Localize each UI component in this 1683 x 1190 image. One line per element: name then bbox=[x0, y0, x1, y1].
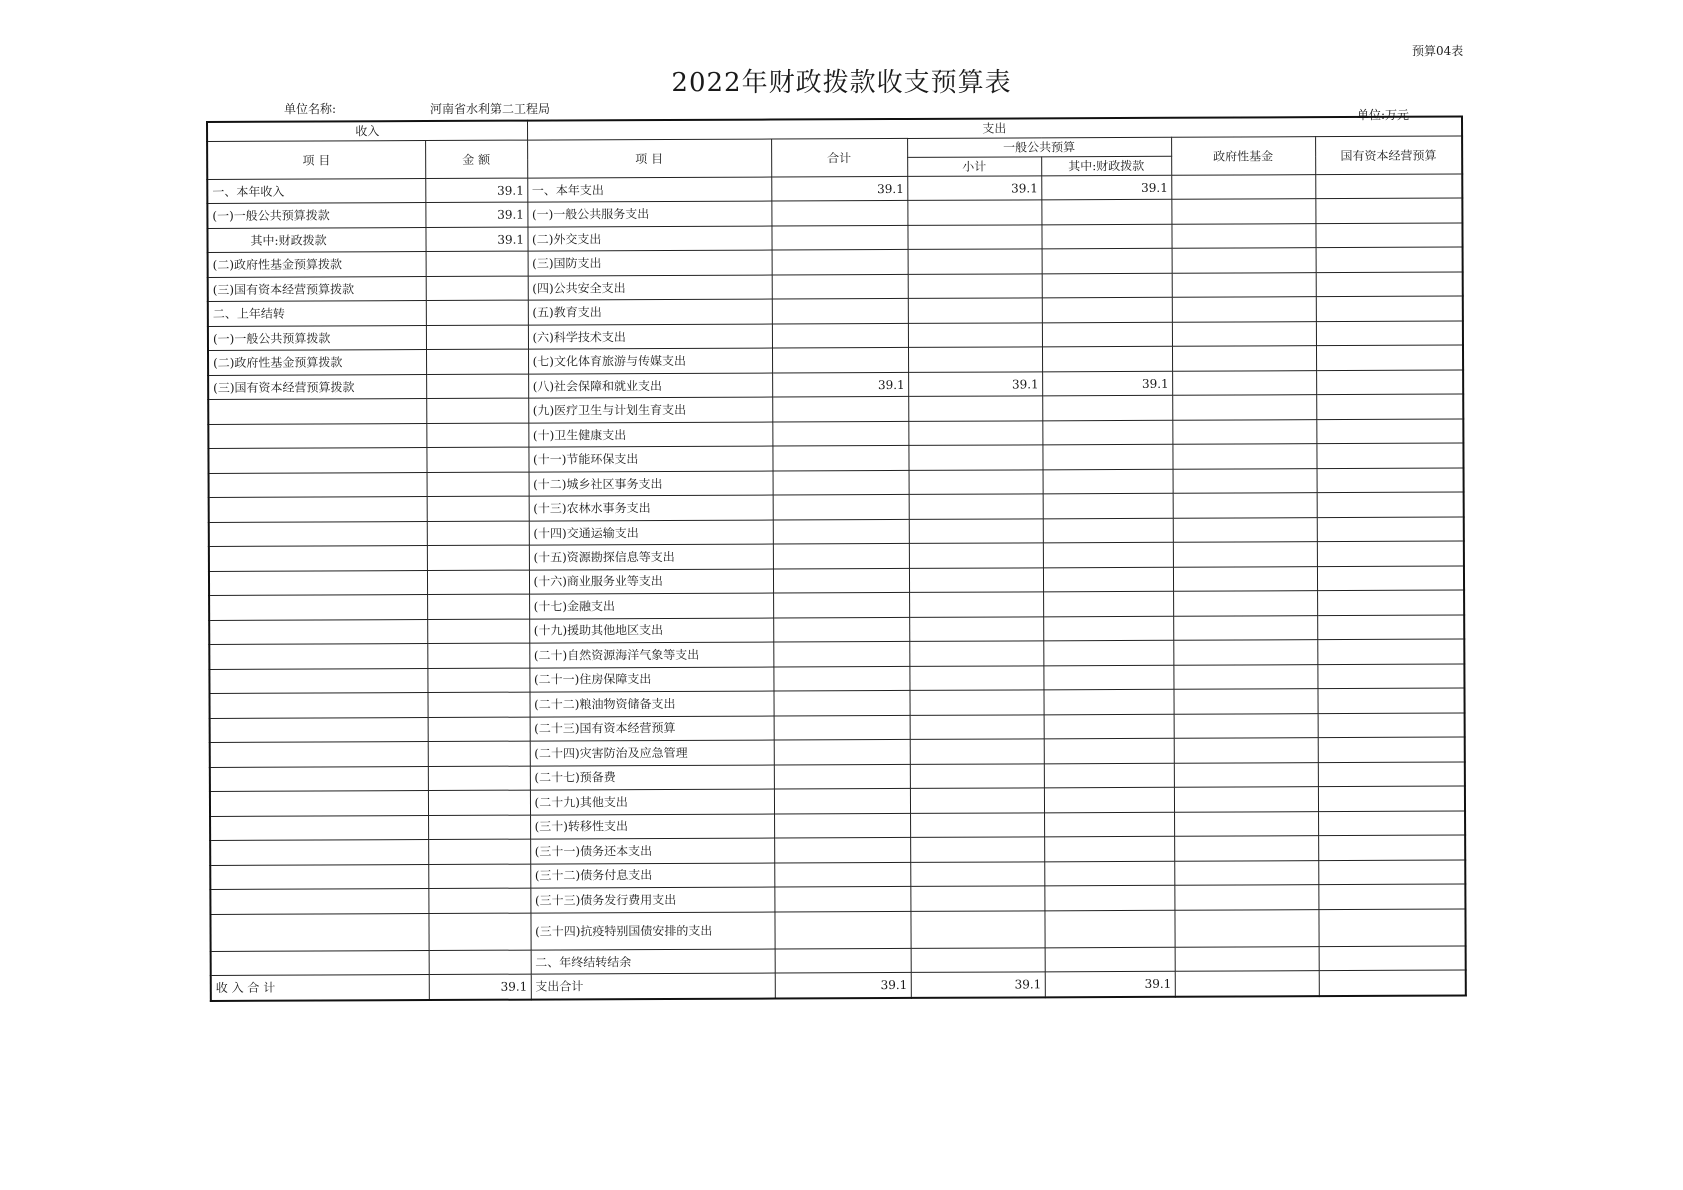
table-row bbox=[211, 970, 1466, 1001]
fiscal-cell bbox=[1044, 787, 1174, 812]
gov-fund-cell bbox=[1172, 444, 1316, 469]
unit-name-label: 单位名称: bbox=[284, 102, 337, 116]
total-cell bbox=[772, 299, 908, 324]
income-amount-cell bbox=[427, 619, 529, 644]
state-capital-cell bbox=[1315, 174, 1462, 199]
state-capital-cell bbox=[1316, 296, 1463, 321]
state-capital-cell bbox=[1318, 786, 1465, 811]
state-capital-cell bbox=[1317, 517, 1464, 542]
subtotal-cell bbox=[908, 421, 1042, 446]
income-amount-cell bbox=[427, 570, 529, 595]
expense-item-cell: (三十二)债务付息支出 bbox=[530, 863, 774, 889]
income-amount-header: 金 额 bbox=[425, 140, 527, 178]
subtotal-cell: 39.1 bbox=[907, 176, 1041, 201]
total-cell bbox=[773, 544, 909, 569]
gov-fund-cell bbox=[1172, 346, 1316, 371]
table-body bbox=[207, 174, 1466, 1001]
income-amount-cell bbox=[426, 423, 528, 448]
total-cell: 39.1 bbox=[772, 372, 908, 397]
fiscal-cell bbox=[1042, 396, 1172, 421]
income-item-cell bbox=[210, 840, 428, 865]
state-capital-cell bbox=[1318, 909, 1465, 947]
fiscal-cell bbox=[1044, 714, 1174, 739]
gov-fund-cell bbox=[1172, 322, 1316, 347]
fiscal-cell bbox=[1043, 518, 1173, 543]
income-amount-cell bbox=[428, 717, 530, 742]
income-item-cell bbox=[209, 619, 427, 644]
fiscal-cell bbox=[1044, 836, 1174, 861]
income-item-cell bbox=[210, 864, 428, 889]
fiscal-cell bbox=[1042, 298, 1172, 323]
state-capital-cell bbox=[1316, 321, 1463, 346]
gov-fund-cell bbox=[1173, 664, 1317, 689]
total-cell bbox=[773, 642, 909, 667]
income-item-cell bbox=[210, 742, 428, 767]
gov-fund-cell bbox=[1174, 811, 1318, 836]
subtotal-cell bbox=[909, 617, 1043, 642]
unit-name-value: 河南省水利第二工程局 bbox=[430, 102, 551, 116]
total-cell bbox=[773, 568, 909, 593]
income-amount-cell bbox=[427, 643, 529, 668]
income-header: 收入 bbox=[207, 121, 527, 142]
gov-fund-cell bbox=[1173, 640, 1317, 665]
income-item-cell bbox=[210, 766, 428, 791]
subtotal-cell bbox=[910, 690, 1044, 715]
total-cell bbox=[772, 421, 908, 446]
expense-item-cell: (八)社会保障和就业支出 bbox=[528, 373, 772, 399]
fiscal-header: 其中:财政拨款 bbox=[1041, 156, 1171, 176]
subtotal-cell bbox=[910, 739, 1044, 764]
fiscal-cell bbox=[1045, 947, 1175, 972]
fiscal-cell bbox=[1042, 273, 1172, 298]
expense-item-cell: 支出合计 bbox=[531, 973, 775, 999]
income-amount-cell bbox=[426, 276, 528, 301]
subtotal-cell bbox=[908, 298, 1042, 323]
total-cell bbox=[774, 715, 910, 740]
fiscal-cell bbox=[1043, 665, 1173, 690]
expense-item-cell: (二十三)国有资本经营预算 bbox=[530, 716, 774, 742]
subtotal-cell bbox=[909, 543, 1043, 568]
state-capital-cell bbox=[1318, 860, 1465, 885]
income-item-cell: (三)国有资本经营预算拨款 bbox=[208, 374, 426, 399]
state-capital-cell bbox=[1319, 970, 1466, 996]
subtotal-cell bbox=[910, 788, 1044, 813]
total-cell bbox=[774, 789, 910, 814]
fiscal-cell bbox=[1044, 738, 1174, 763]
total-cell bbox=[773, 617, 909, 642]
gov-fund-cell bbox=[1173, 615, 1317, 640]
income-item-cell: 二、上年结转 bbox=[208, 301, 426, 326]
gov-fund-cell bbox=[1171, 224, 1315, 249]
expense-item-cell: (六)科学技术支出 bbox=[528, 324, 772, 350]
expense-item-cell: (十二)城乡社区事务支出 bbox=[529, 471, 773, 497]
income-amount-cell: 39.1 bbox=[425, 178, 527, 203]
income-amount-cell bbox=[426, 252, 528, 277]
total-cell bbox=[774, 813, 910, 838]
income-item-cell bbox=[210, 913, 428, 951]
fiscal-cell bbox=[1043, 469, 1173, 494]
total-cell bbox=[773, 593, 909, 618]
gov-fund-cell bbox=[1171, 199, 1315, 224]
subtotal-cell bbox=[910, 886, 1044, 911]
header-row-2 bbox=[207, 136, 1462, 160]
subtotal-cell bbox=[909, 641, 1043, 666]
gov-fund-cell bbox=[1175, 946, 1319, 971]
income-amount-cell bbox=[427, 472, 529, 497]
income-item-cell bbox=[210, 717, 428, 742]
income-item-cell bbox=[211, 950, 429, 975]
gov-fund-cell bbox=[1174, 713, 1318, 738]
gov-fund-cell bbox=[1173, 517, 1317, 542]
subtotal-cell bbox=[908, 323, 1042, 348]
income-amount-cell: 39.1 bbox=[425, 203, 527, 228]
total-cell bbox=[774, 886, 910, 911]
expense-item-cell: (十一)节能环保支出 bbox=[528, 446, 772, 472]
subtotal-cell bbox=[910, 812, 1044, 837]
gov-fund-cell bbox=[1172, 371, 1316, 396]
gov-fund-cell bbox=[1174, 885, 1318, 910]
income-amount-cell bbox=[427, 668, 529, 693]
state-capital-cell bbox=[1316, 443, 1463, 468]
gov-fund-cell bbox=[1174, 860, 1318, 885]
subtotal-cell bbox=[910, 837, 1044, 862]
fiscal-cell bbox=[1044, 689, 1174, 714]
expense-item-cell: (四)公共安全支出 bbox=[528, 275, 772, 301]
income-amount-cell bbox=[426, 447, 528, 472]
total-cell bbox=[772, 446, 908, 471]
expense-item-cell: (十六)商业服务业等支出 bbox=[529, 569, 773, 595]
income-amount-cell bbox=[426, 398, 528, 423]
income-item-cell: 其中:财政拨款 bbox=[207, 228, 425, 253]
subtotal-cell bbox=[909, 494, 1043, 519]
form-code: 预算04表 bbox=[1412, 44, 1464, 58]
state-capital-cell bbox=[1318, 688, 1465, 713]
gov-fund-cell bbox=[1172, 420, 1316, 445]
total-cell bbox=[775, 948, 911, 973]
expense-item-cell: 二、年终结转结余 bbox=[531, 949, 775, 975]
income-item-cell bbox=[209, 472, 427, 497]
income-amount-cell bbox=[426, 374, 528, 399]
fiscal-cell bbox=[1044, 861, 1174, 886]
income-item-cell: (二)政府性基金预算拨款 bbox=[208, 350, 426, 375]
subtotal-cell: 39.1 bbox=[911, 972, 1045, 998]
subtotal-header: 小计 bbox=[907, 157, 1041, 177]
fiscal-cell bbox=[1042, 322, 1172, 347]
state-capital-cell bbox=[1316, 345, 1463, 370]
expense-item-cell: (二十一)住房保障支出 bbox=[529, 667, 773, 693]
subtotal-cell bbox=[910, 715, 1044, 740]
gov-fund-header: 政府性基金 bbox=[1171, 137, 1315, 176]
total-cell bbox=[772, 397, 908, 422]
total-cell bbox=[771, 225, 907, 250]
gov-fund-cell bbox=[1172, 273, 1316, 298]
fiscal-cell bbox=[1043, 494, 1173, 519]
income-amount-cell bbox=[427, 594, 529, 619]
income-item-cell bbox=[209, 546, 427, 571]
fiscal-cell bbox=[1041, 200, 1171, 225]
income-item-cell bbox=[210, 815, 428, 840]
state-capital-cell bbox=[1318, 762, 1465, 787]
income-item-cell bbox=[209, 668, 427, 693]
gov-fund-cell bbox=[1175, 971, 1319, 997]
income-item-cell: 一、本年收入 bbox=[207, 179, 425, 204]
gov-fund-cell bbox=[1173, 493, 1317, 518]
state-capital-header: 国有资本经营预算 bbox=[1315, 136, 1462, 175]
gov-fund-cell bbox=[1174, 689, 1318, 714]
subtotal-cell bbox=[910, 763, 1044, 788]
income-item-cell bbox=[210, 889, 428, 914]
expense-item-cell: (一)一般公共服务支出 bbox=[527, 202, 771, 228]
expense-item-cell: (三)国防支出 bbox=[528, 250, 772, 276]
income-item-cell bbox=[209, 570, 427, 595]
expense-item-cell: (二十九)其他支出 bbox=[530, 789, 774, 815]
table-row bbox=[210, 909, 1465, 952]
subtotal-cell bbox=[909, 592, 1043, 617]
income-item-cell bbox=[209, 693, 427, 718]
income-amount-cell bbox=[428, 913, 530, 951]
income-amount-cell: 39.1 bbox=[425, 227, 527, 252]
income-item-cell bbox=[208, 423, 426, 448]
fiscal-cell bbox=[1044, 885, 1174, 910]
state-capital-cell bbox=[1318, 713, 1465, 738]
income-amount-cell bbox=[427, 545, 529, 570]
gov-fund-cell bbox=[1173, 542, 1317, 567]
expense-header: 支出 bbox=[527, 117, 1462, 141]
fiscal-cell bbox=[1043, 543, 1173, 568]
subtotal-cell bbox=[907, 225, 1041, 250]
total-cell: 39.1 bbox=[771, 176, 907, 201]
income-amount-cell bbox=[427, 521, 529, 546]
subtotal-cell bbox=[908, 249, 1042, 274]
income-amount-cell bbox=[426, 325, 528, 350]
state-capital-cell bbox=[1316, 272, 1463, 297]
total-cell bbox=[772, 348, 908, 373]
state-capital-cell bbox=[1317, 664, 1464, 689]
expense-item-cell: (三十)转移性支出 bbox=[530, 814, 774, 840]
income-amount-cell bbox=[427, 496, 529, 521]
total-cell bbox=[774, 838, 910, 863]
income-amount-cell bbox=[428, 790, 530, 815]
state-capital-cell bbox=[1316, 247, 1463, 272]
subtotal-cell bbox=[908, 445, 1042, 470]
income-item-cell bbox=[209, 497, 427, 522]
income-item-cell: (一)一般公共预算拨款 bbox=[208, 325, 426, 350]
expense-item-cell: (二)外交支出 bbox=[527, 226, 771, 252]
expense-item-cell: (三十四)抗疫特别国债安排的支出 bbox=[530, 912, 774, 950]
income-item-cell: (二)政府性基金预算拨款 bbox=[208, 252, 426, 277]
income-amount-cell: 39.1 bbox=[429, 974, 531, 1000]
income-item-cell bbox=[209, 521, 427, 546]
gov-fund-cell bbox=[1172, 395, 1316, 420]
subtotal-cell bbox=[908, 396, 1042, 421]
state-capital-cell bbox=[1315, 223, 1462, 248]
gov-fund-cell bbox=[1172, 248, 1316, 273]
income-item-cell bbox=[210, 791, 428, 816]
general-budget-header: 一般公共预算 bbox=[907, 137, 1171, 157]
subtotal-cell bbox=[910, 861, 1044, 886]
state-capital-cell bbox=[1316, 394, 1463, 419]
total-cell bbox=[773, 666, 909, 691]
total-cell bbox=[773, 495, 909, 520]
expense-item-cell: (十三)农林水事务支出 bbox=[529, 495, 773, 521]
expense-item-cell: (十五)资源勘探信息等支出 bbox=[529, 544, 773, 570]
gov-fund-cell bbox=[1173, 566, 1317, 591]
state-capital-cell bbox=[1319, 946, 1466, 971]
gov-fund-cell bbox=[1174, 787, 1318, 812]
gov-fund-cell bbox=[1173, 591, 1317, 616]
total-cell bbox=[773, 519, 909, 544]
fiscal-cell bbox=[1043, 567, 1173, 592]
subtotal-cell: 39.1 bbox=[908, 372, 1042, 397]
subtotal-cell bbox=[911, 948, 1045, 973]
total-cell bbox=[772, 274, 908, 299]
expense-item-cell: (二十二)粮油物资储备支出 bbox=[530, 691, 774, 717]
total-cell bbox=[774, 740, 910, 765]
state-capital-cell bbox=[1317, 639, 1464, 664]
state-capital-cell bbox=[1318, 737, 1465, 762]
fiscal-cell bbox=[1044, 910, 1174, 948]
gov-fund-cell bbox=[1174, 762, 1318, 787]
subtotal-cell bbox=[909, 470, 1043, 495]
gov-fund-cell bbox=[1174, 738, 1318, 763]
income-item-cell bbox=[208, 399, 426, 424]
total-cell bbox=[773, 470, 909, 495]
state-capital-cell bbox=[1318, 811, 1465, 836]
state-capital-cell bbox=[1317, 468, 1464, 493]
expense-item-cell: (三十三)债务发行费用支出 bbox=[530, 887, 774, 913]
state-capital-cell bbox=[1317, 541, 1464, 566]
expense-item-cell: (十七)金融支出 bbox=[529, 593, 773, 619]
total-cell bbox=[774, 911, 910, 949]
fiscal-cell bbox=[1041, 224, 1171, 249]
total-cell: 39.1 bbox=[775, 973, 911, 999]
income-item-cell: 收 入 合 计 bbox=[211, 975, 429, 1001]
gov-fund-cell bbox=[1172, 297, 1316, 322]
fiscal-cell: 39.1 bbox=[1041, 175, 1171, 200]
expense-item-cell: (七)文化体育旅游与传媒支出 bbox=[528, 348, 772, 374]
subtotal-cell bbox=[908, 347, 1042, 372]
income-amount-cell bbox=[428, 741, 530, 766]
income-amount-cell bbox=[429, 950, 531, 975]
fiscal-cell: 39.1 bbox=[1042, 371, 1172, 396]
expense-item-cell: (十四)交通运输支出 bbox=[529, 520, 773, 546]
income-amount-cell bbox=[428, 766, 530, 791]
state-capital-cell bbox=[1317, 492, 1464, 517]
state-capital-cell bbox=[1316, 370, 1463, 395]
state-capital-cell bbox=[1318, 884, 1465, 909]
expense-item-header: 项 目 bbox=[527, 139, 771, 178]
income-amount-cell bbox=[427, 692, 529, 717]
income-amount-cell bbox=[426, 301, 528, 326]
income-amount-cell bbox=[428, 864, 530, 889]
subtotal-cell bbox=[907, 200, 1041, 225]
income-item-header: 项 目 bbox=[207, 141, 425, 180]
expense-item-cell: 一、本年支出 bbox=[527, 177, 771, 203]
income-item-cell: (三)国有资本经营预算拨款 bbox=[208, 276, 426, 301]
state-capital-cell bbox=[1315, 199, 1462, 224]
state-capital-cell bbox=[1317, 590, 1464, 615]
total-cell bbox=[774, 691, 910, 716]
state-capital-cell bbox=[1316, 419, 1463, 444]
expense-item-cell: (二十四)灾害防治及应急管理 bbox=[530, 740, 774, 766]
expense-item-cell: (十九)援助其他地区支出 bbox=[529, 618, 773, 644]
expense-item-cell: (九)医疗卫生与计划生育支出 bbox=[528, 397, 772, 423]
state-capital-cell bbox=[1318, 835, 1465, 860]
fiscal-cell: 39.1 bbox=[1045, 972, 1175, 998]
income-item-cell: (一)一般公共预算拨款 bbox=[207, 203, 425, 228]
page-title: 2022年财政拨款收支预算表 bbox=[671, 68, 1012, 98]
expense-item-cell: (二十)自然资源海洋气象等支出 bbox=[529, 642, 773, 668]
subtotal-cell bbox=[910, 910, 1044, 948]
fiscal-cell bbox=[1042, 445, 1172, 470]
fiscal-cell bbox=[1043, 592, 1173, 617]
fiscal-cell bbox=[1042, 347, 1172, 372]
gov-fund-cell bbox=[1171, 175, 1315, 200]
income-amount-cell bbox=[428, 839, 530, 864]
fiscal-cell bbox=[1043, 640, 1173, 665]
money-unit: 单位:万元 bbox=[1357, 108, 1410, 122]
budget-table bbox=[206, 116, 1467, 1002]
subtotal-cell bbox=[909, 568, 1043, 593]
expense-item-cell: (三十一)债务还本支出 bbox=[530, 838, 774, 864]
fiscal-cell bbox=[1042, 249, 1172, 274]
gov-fund-cell bbox=[1174, 909, 1318, 947]
total-cell bbox=[772, 323, 908, 348]
fiscal-cell bbox=[1044, 763, 1174, 788]
income-item-cell bbox=[208, 448, 426, 473]
income-item-cell bbox=[209, 595, 427, 620]
fiscal-cell bbox=[1044, 812, 1174, 837]
income-amount-cell bbox=[428, 815, 530, 840]
state-capital-cell bbox=[1317, 566, 1464, 591]
total-header: 合计 bbox=[771, 138, 907, 177]
expense-item-cell: (二十七)预备费 bbox=[530, 765, 774, 791]
expense-item-cell: (十)卫生健康支出 bbox=[528, 422, 772, 448]
gov-fund-cell bbox=[1173, 468, 1317, 493]
fiscal-cell bbox=[1043, 616, 1173, 641]
state-capital-cell bbox=[1317, 615, 1464, 640]
fiscal-cell bbox=[1042, 420, 1172, 445]
expense-item-cell: (五)教育支出 bbox=[528, 299, 772, 325]
gov-fund-cell bbox=[1174, 836, 1318, 861]
total-cell bbox=[772, 250, 908, 275]
income-amount-cell bbox=[428, 888, 530, 913]
income-item-cell bbox=[209, 644, 427, 669]
total-cell bbox=[771, 201, 907, 226]
total-cell bbox=[774, 862, 910, 887]
total-cell bbox=[774, 764, 910, 789]
income-amount-cell bbox=[426, 349, 528, 374]
subtotal-cell bbox=[909, 519, 1043, 544]
subtotal-cell bbox=[908, 274, 1042, 299]
subtotal-cell bbox=[909, 666, 1043, 691]
